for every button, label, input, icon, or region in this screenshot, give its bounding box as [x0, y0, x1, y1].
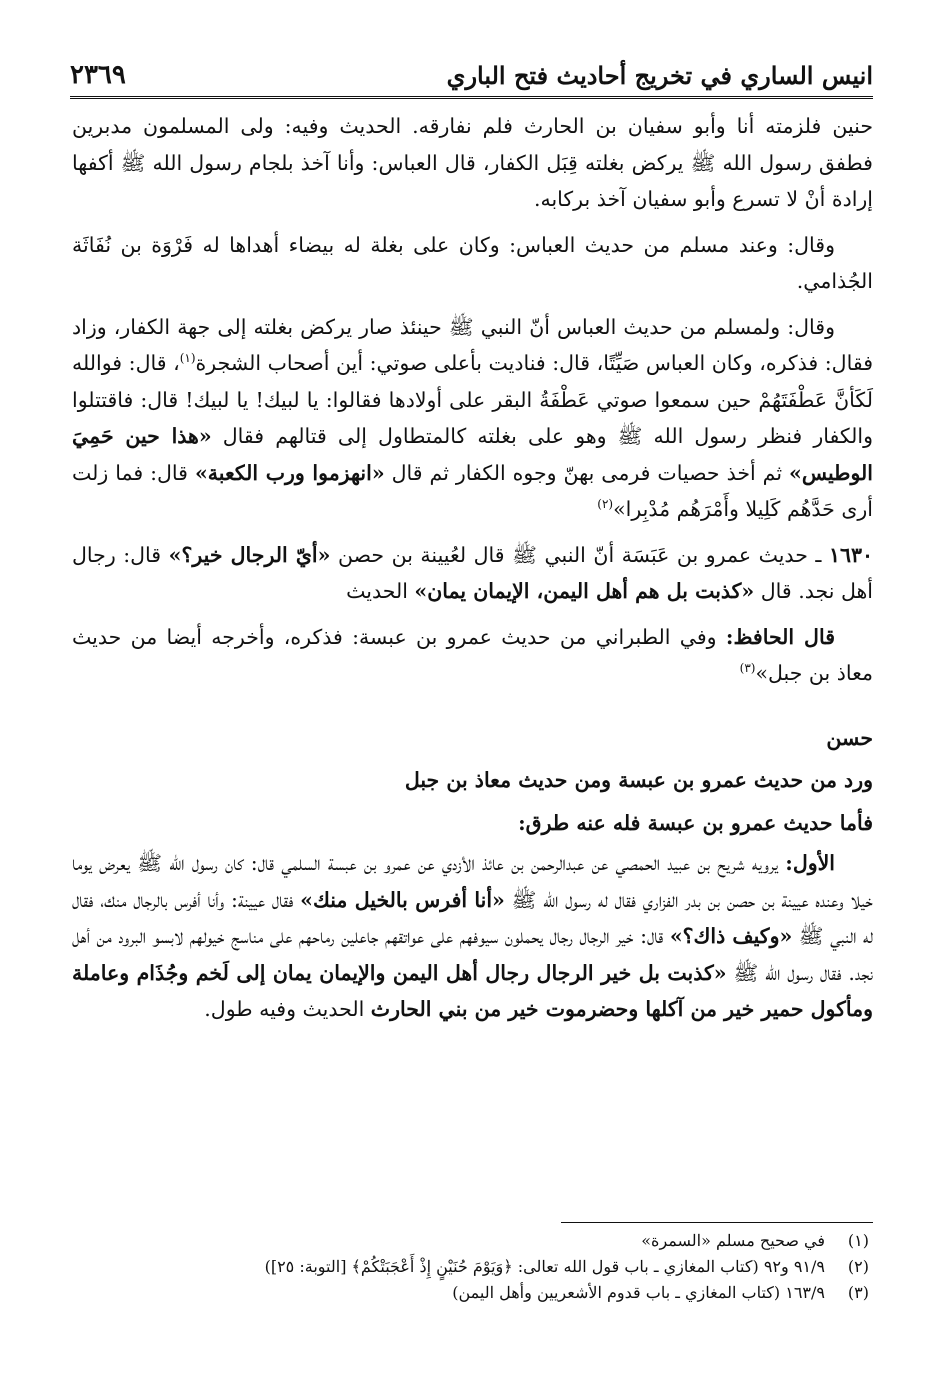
prophetic-quote: «كذبت بل هم أهل اليمن، الإيمان يمان»	[414, 579, 755, 603]
footnote	[72, 1280, 869, 1306]
text-run: ـ حديث عمرو بن عَبَسَة أنّ النبي ﷺ قال لعُيينة بن حصن	[330, 542, 829, 567]
prophetic-quote: «انهزموا ورب الكعبة»	[194, 460, 385, 485]
paragraph	[72, 309, 873, 528]
prophetic-quote: «كذبت بل خير الرجال رجال أهل اليمن والإيمان يمان إلى لَخم وجُذَام وعاملة ومأكول حمير خير من آكلها وحضرموت خير من بني الحارث	[72, 960, 873, 1021]
footnote-number: (١)	[847, 1231, 869, 1250]
paragraph: حنين فلزمته أنا وأبو سفيان بن الحارث فلم نفارقه. الحديث وفيه: ولى المسلمون مدبرين فطفق رسول الله ﷺ يركض بغلته قِبَل الكفار، قال العباس: وأنا آخذ بلجام رسول الله ﷺ أكفها إرادة أنْ لا تسرع وأبو سفيان آخذ بركابه.	[72, 114, 873, 211]
prophetic-quote: «وكيف ذاك؟»	[669, 924, 793, 948]
page-number: ٢٣٦٩	[70, 60, 126, 90]
text-run: قال: رجال أهل نجد. قال	[72, 542, 873, 603]
footnote	[72, 1254, 869, 1280]
paragraph	[72, 619, 873, 692]
section-heading: فأما حديث عمرو بن عبسة فله عنه طرق:	[518, 810, 873, 835]
paragraph	[72, 845, 873, 1028]
footnote-text: ١٦٣/٩ (كتاب المغازي ـ باب قدوم الأشعريين وأهل اليمن)	[452, 1283, 825, 1302]
prophetic-quote: «أيّ الرجال خير؟»	[168, 542, 331, 567]
grading-heading: حسن	[826, 725, 873, 750]
speaker-label: قال الحافظ:	[725, 624, 835, 649]
footnote-ref: (٣)	[739, 661, 756, 676]
footnote-ref: (٢)	[597, 497, 614, 512]
speaker-label: الأول:	[785, 851, 835, 875]
footnote-number: (٣)	[847, 1283, 869, 1302]
footnote-number: (٢)	[847, 1257, 869, 1276]
text-run: وفي الطبراني من حديث عمرو بن عبسة: فذكره، وأخرجه أيضا من حديث معاذ بن جبل»	[72, 624, 873, 685]
text-run: ، قال: فوالله لَكَأنَّ عَطْفَتَهُمْ حين سمعوا صوتي عَطْفَةُ البقر على أولادها فقالوا: يا لبيك! يا لبيك! قال: فاقتتلوا والكفار فنظر رسول الله ﷺ وهو على بغلته كالمتطاول إلى قتالهم فقال	[72, 351, 873, 448]
prophetic-quote: «أنا أفرس بالخيل منك»	[300, 887, 505, 912]
paragraph: وقال: وعند مسلم من حديث العباس: وكان على بغلة له بيضاء أهداها له فَرْوَة بن نُفَاثَة الجُذامي.	[72, 232, 873, 293]
text-run: فقال عيينة: وأنا أفرس بالرجال منك، فقال له النبي ﷺ	[72, 887, 873, 948]
running-header	[70, 50, 873, 99]
text-run: يرويه شريح بن عبيد الحمصي عن عبدالرحمن بن عائذ الأزدي عن عمرو بن عبسة السلمي قال: كان رسول الله ﷺ يعرض يوما خيلا وعنده عيينة بن حصن بن بدر الفزاري فقال له رسول الله ﷺ	[72, 851, 873, 912]
footnote-text: ٩١/٩ و٩٢ (كتاب المغازي ـ باب قول الله تعالى: ﴿وَيَوْمَ حُنَيْنٍ إِذْ أَعْجَبَتْكُمْ﴾ [التوبة: ٢٥])	[264, 1257, 825, 1276]
footnotes	[72, 1228, 869, 1306]
text-run: وقال: ولمسلم من حديث العباس أنّ النبي ﷺ حينئذ صار يركض بغلته إلى جهة الكفار، وزاد فقال: فذكره، وكان العباس صَيِّتًا، قال: فناديت بأعلى صوتي: أين أصحاب الشجرة	[72, 314, 873, 375]
footnote-separator	[561, 1222, 873, 1223]
text-run: الحديث	[346, 579, 415, 603]
footnote	[72, 1228, 869, 1254]
text-run: قال: فما زلت أرى حَدَّهُم كَلِيلا وأَمْرَهُم مُدْبِرا»	[72, 460, 873, 521]
footnote-ref: (١)	[179, 351, 196, 366]
page-body	[72, 108, 873, 1037]
book-title: انيس الساري في تخريج أحاديث فتح الباري	[446, 61, 873, 90]
hadith-entry	[72, 537, 873, 610]
prophetic-quote: «هذا حين حَمِيَ الوطيس»	[72, 424, 873, 485]
footnote-text: في صحيح مسلم «السمرة»	[641, 1231, 825, 1250]
text-run: الحديث وفيه طول.	[204, 997, 371, 1021]
text-run: ثم أخذ حصيات فرمى بهنّ وجوه الكفار ثم قال	[384, 460, 790, 485]
section-heading: ورد من حديث عمرو بن عبسة ومن حديث معاذ بن جبل	[404, 768, 873, 792]
hadith-number: ١٦٣٠	[828, 542, 873, 567]
text-run: قال: خير الرجال رجال يحملون سيوفهم على عواتقهم جاعلين رماحهم على مناسج خيولهم لابسو البرود من أهل نجد. فقال رسول الله ﷺ	[72, 924, 873, 985]
